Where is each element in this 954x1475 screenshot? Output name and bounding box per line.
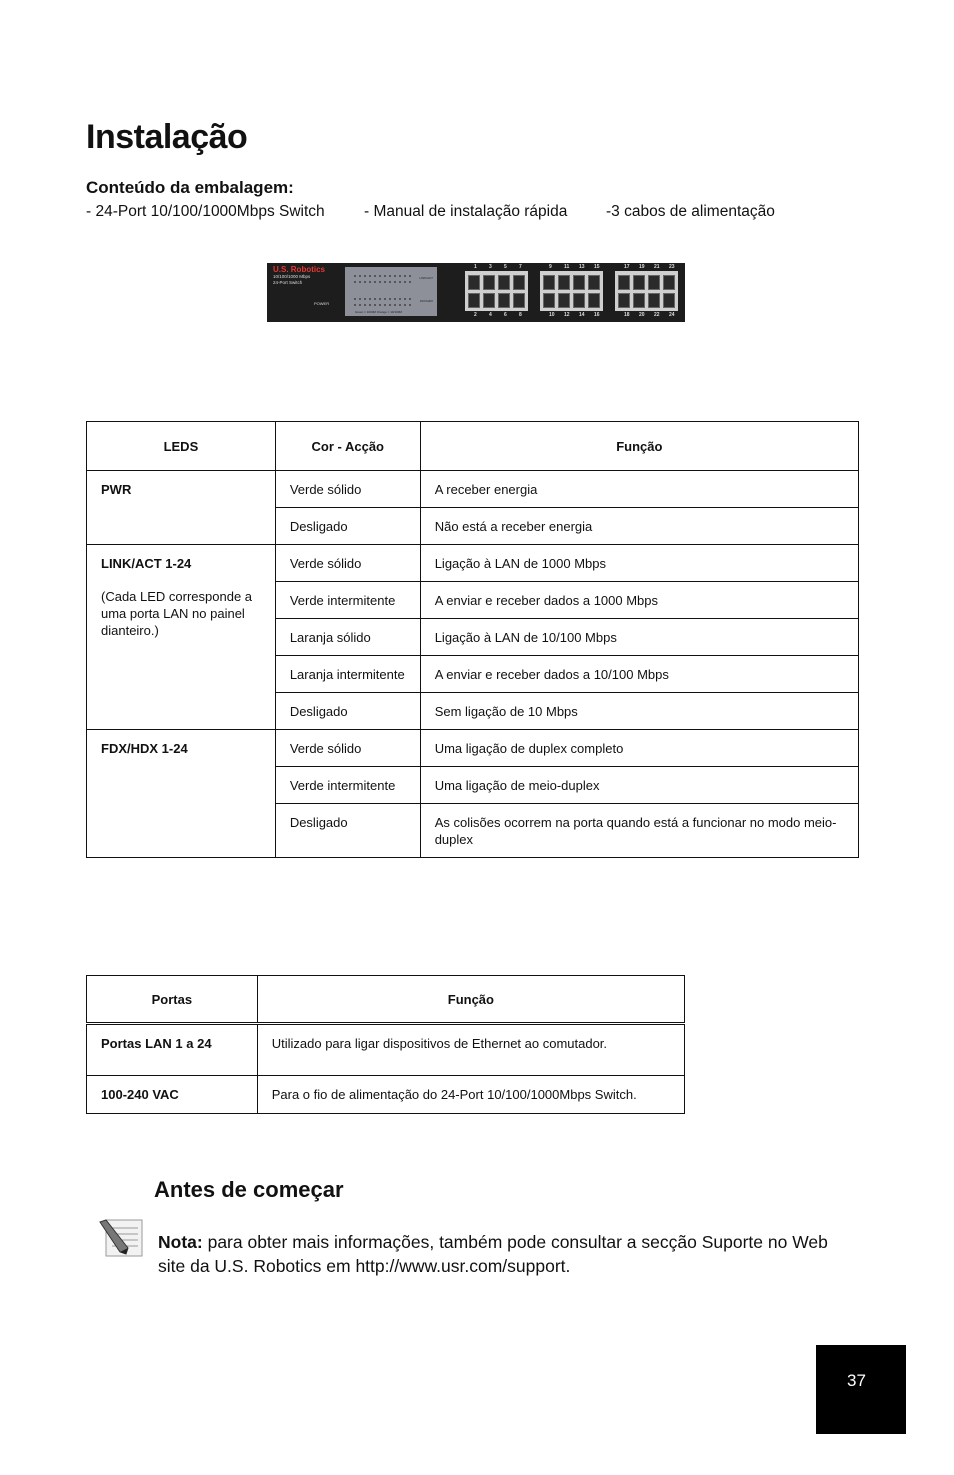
- header-portas: Portas: [87, 976, 258, 1024]
- table-row: [87, 1024, 685, 1076]
- led-name-link-act-label: LINK/ACT 1-24: [101, 556, 192, 571]
- switch-led-panel: [345, 267, 437, 316]
- header-funcao: Função: [420, 422, 858, 471]
- port-number-label: 8: [519, 312, 522, 318]
- page-title: Instalação: [86, 118, 248, 156]
- led-name-fdx-hdx: FDX/HDX 1-24: [87, 730, 276, 858]
- cell-cor: Desligado: [275, 693, 420, 730]
- port-name: 100-240 VAC: [87, 1076, 258, 1114]
- package-item-cables: -3 cabos de alimentação: [606, 203, 775, 220]
- port-number-label: 16: [594, 312, 600, 318]
- led-label-link-act: LINK/ACT: [419, 276, 433, 280]
- port-number-label: 24: [669, 312, 675, 318]
- cell-funcao: A enviar e receber dados a 1000 Mbps: [420, 582, 858, 619]
- cell-funcao: As colisões ocorrem na porta quando está a funcionar no modo meio-duplex: [420, 804, 858, 858]
- cell-cor: Desligado: [275, 508, 420, 545]
- note-label: Nota:: [158, 1232, 203, 1252]
- port-table: [86, 975, 685, 1114]
- port-number-label: 22: [654, 312, 660, 318]
- cell-funcao: A receber energia: [420, 471, 858, 508]
- port-group-3: [615, 271, 678, 311]
- cell-funcao: Uma ligação de duplex completo: [420, 730, 858, 767]
- led-table: [86, 421, 859, 858]
- port-number-label: 9: [549, 264, 552, 270]
- port-number-label: 17: [624, 264, 630, 270]
- table-row: [87, 730, 859, 767]
- switch-power-label: POWER: [314, 301, 330, 306]
- port-number-label: 14: [579, 312, 585, 318]
- port-name: Portas LAN 1 a 24: [87, 1024, 258, 1076]
- port-number-label: 3: [489, 264, 492, 270]
- port-number-label: 10: [549, 312, 555, 318]
- cell-cor: Verde intermitente: [275, 767, 420, 804]
- port-number-label: 23: [669, 264, 675, 270]
- port-number-label: 6: [504, 312, 507, 318]
- port-number-label: 21: [654, 264, 660, 270]
- port-number-label: 1: [474, 264, 477, 270]
- led-name-pwr: PWR: [87, 471, 276, 545]
- cell-cor: Verde intermitente: [275, 582, 420, 619]
- led-caption: Green = 1000M Orange = 10/100M: [355, 310, 402, 314]
- cell-cor: Verde sólido: [275, 471, 420, 508]
- port-number-label: 13: [579, 264, 585, 270]
- led-row: [354, 298, 411, 300]
- port-number-label: 5: [504, 264, 507, 270]
- cell-cor: Laranja sólido: [275, 619, 420, 656]
- led-link-act-note: (Cada LED corresponde a uma porta LAN no painel dianteiro.): [101, 589, 253, 638]
- led-row: [354, 304, 411, 306]
- port-number-label: 19: [639, 264, 645, 270]
- note-pencil-icon: [96, 1218, 144, 1258]
- port-funcao: Para o fio de alimentação do 24-Port 10/100/1000Mbps Switch.: [257, 1076, 684, 1114]
- cell-cor: Desligado: [275, 804, 420, 858]
- port-number-label: 20: [639, 312, 645, 318]
- led-row: [354, 281, 411, 283]
- cell-funcao: Ligação à LAN de 10/100 Mbps: [420, 619, 858, 656]
- port-number-label: 11: [564, 264, 570, 270]
- cell-cor: Verde sólido: [275, 545, 420, 582]
- table-row: [87, 471, 859, 508]
- cell-cor: Laranja intermitente: [275, 656, 420, 693]
- cell-cor: Verde sólido: [275, 730, 420, 767]
- package-item-manual: - Manual de instalação rápida: [364, 203, 568, 220]
- header-cor-accao: Cor - Acção: [275, 422, 420, 471]
- page-number-box: [816, 1345, 906, 1434]
- port-number-label: 12: [564, 312, 570, 318]
- switch-model-label: [273, 274, 310, 286]
- switch-model-line1: 10/100/1000 Mbps: [273, 274, 311, 279]
- port-table-header-row: [87, 976, 685, 1024]
- cell-funcao: Ligação à LAN de 1000 Mbps: [420, 545, 858, 582]
- port-number-label: 15: [594, 264, 600, 270]
- port-number-label: 7: [519, 264, 522, 270]
- before-you-begin-heading: Antes de começar: [154, 1177, 344, 1202]
- cell-funcao: Uma ligação de meio-duplex: [420, 767, 858, 804]
- package-item-switch: - 24-Port 10/100/1000Mbps Switch: [86, 203, 325, 220]
- led-row: [354, 275, 411, 277]
- page-number: 37: [847, 1371, 866, 1390]
- port-group-2: [540, 271, 603, 311]
- led-name-link-act: [87, 545, 276, 730]
- header-funcao: Função: [257, 976, 684, 1024]
- header-leds: LEDS: [87, 422, 276, 471]
- switch-front-panel-image: [267, 263, 685, 322]
- port-number-label: 18: [624, 312, 630, 318]
- table-row: [87, 545, 859, 582]
- port-funcao: Utilizado para ligar dispositivos de Ethernet ao comutador.: [257, 1024, 684, 1076]
- port-number-label: 2: [474, 312, 477, 318]
- led-label-fdx-hdx: FDX/HDX: [419, 299, 433, 303]
- cell-funcao: Sem ligação de 10 Mbps: [420, 693, 858, 730]
- note-body: para obter mais informações, também pode consultar a secção Suporte no Web site da U.S. Robotics em http://www.usr.com/support.: [158, 1232, 828, 1276]
- switch-brand-logo: U.S. Robotics: [273, 265, 326, 274]
- led-table-header-row: [87, 422, 859, 471]
- switch-model-line2: 24-Port Switch: [273, 280, 303, 285]
- cell-funcao: A enviar e receber dados a 10/100 Mbps: [420, 656, 858, 693]
- cell-funcao: Não está a receber energia: [420, 508, 858, 545]
- port-group-1: [465, 271, 528, 311]
- port-number-label: 4: [489, 312, 492, 318]
- table-row: [87, 1076, 685, 1114]
- note-paragraph: [158, 1230, 858, 1278]
- package-heading: Conteúdo da embalagem:: [86, 178, 294, 197]
